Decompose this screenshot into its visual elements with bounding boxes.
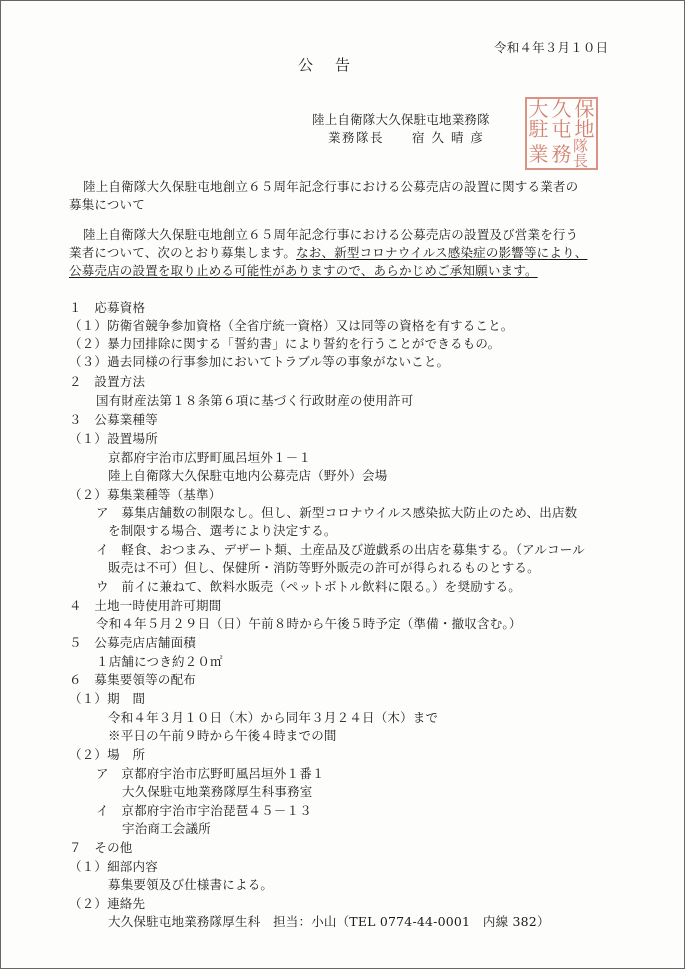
section-item: イ 京都府宇治市宇治琵琶４５－１３ (96, 803, 312, 818)
section-item: （２）場 所 (69, 747, 146, 762)
contact-line: 大久保駐屯地業務隊厚生科 担当：小山（TEL 0774-44-0001 内線 382） (108, 914, 550, 929)
section-item: （１）細部内容 (69, 859, 158, 874)
section-item: ※平日の午前９時から午後４時までの間 (108, 728, 337, 743)
section-item: 令和４年５月２９日（日）午前８時から午後５時予定（準備・撤収含む。） (96, 616, 522, 631)
section-item: （２）暴力団排除に関する「誓約書」により誓約を行うことができるもの。 (69, 336, 501, 351)
section-item: 京都府宇治市広野町風呂垣外１－１ (108, 450, 312, 465)
notice-title: 公告 (298, 56, 373, 74)
subject-line-2: 募集について (69, 197, 145, 212)
section-heading: ２ 設置方法 (69, 374, 146, 389)
section-item: 宇治商工会議所 (122, 821, 211, 836)
section-item: ウ 前イに兼ねて、飲料水販売（ペットボトル飲料に限る。）を奨励する。 (96, 579, 521, 594)
section-item: （２）募集業種等（基準） (69, 487, 222, 502)
seal-char: 地 (574, 117, 595, 141)
section-heading: ６ 募集要領等の配布 (69, 672, 197, 687)
issuer-organization: 陸上自衛隊大久保駐屯地業務隊 (312, 112, 490, 127)
section-item: （１）防衛省競争参加資格（全省庁統一資格）又は同等の資格を有すること。 (69, 318, 514, 333)
section-heading: ４ 土地一時使用許可期間 (69, 598, 222, 613)
section-item: １店舗につき約２０㎡ (96, 654, 223, 669)
seal-char: 業 (528, 142, 549, 166)
section-item: （２）連絡先 (69, 896, 146, 911)
section-heading: ３ 公募業種等 (69, 412, 158, 427)
section-item: を制限する場合、選考により決定する。 (108, 523, 337, 538)
section-item: 陸上自衛隊大久保駐屯地内公募売店（野外）会場 (108, 468, 388, 483)
seal-char: 保 (574, 97, 595, 121)
section-heading: １ 応募資格 (69, 300, 146, 315)
section-item: イ 軽食、おつまみ、デザート類、土産品及び遊戯系の出店を募集する。（アルコール (96, 542, 585, 557)
intro-line-2b-underlined: なお、新型コロナウイルス感染症の影響等により、 (296, 245, 588, 260)
official-seal (525, 97, 598, 170)
section-item: 国有財産法第１８条第６項に基づく行政財産の使用許可 (96, 393, 414, 408)
seal-char: 務 (551, 142, 572, 166)
seal-char: 大 (528, 97, 549, 121)
section-heading: ７ その他 (69, 840, 133, 855)
notice-date: 令和４年３月１０日 (494, 40, 609, 55)
issuer-person: 業務隊長 宿 久 晴 彦 (328, 130, 485, 145)
section-item: （３）過去同様の行事参加においてトラブル等の事象がないこと。 (69, 354, 450, 369)
seal-char: 屯 (551, 117, 572, 141)
section-item: ア 募集店舗数の制限なし。但し、新型コロナウイルス感染拡大防止のため、出店数 (96, 505, 578, 520)
section-item: 大久保駐屯地業務隊厚生科事務室 (122, 784, 313, 799)
section-item: 販売は不可）但し、保健所・消防等野外販売の許可が得られるものとする。 (108, 560, 540, 575)
section-item: 令和４年３月１０日（木）から同年３月２４日（木）まで (108, 710, 439, 725)
seal-char: 隊長 (573, 137, 589, 170)
seal-char: 駐 (528, 117, 549, 141)
section-item: （１）設置場所 (69, 431, 158, 446)
section-item: 募集要領及び仕様書による。 (108, 877, 274, 892)
intro-line-2 (69, 245, 587, 260)
section-item: （１）期 間 (69, 691, 146, 706)
intro-line-1: 陸上自衛隊大久保駐屯地創立６５周年記念行事における公募売店の設置及び営業を行う (83, 227, 579, 242)
section-heading: ５ 公募売店店舗面積 (69, 635, 197, 650)
section-item: ア 京都府宇治市広野町風呂垣外１番１ (96, 766, 325, 781)
subject-line-1: 陸上自衛隊大久保駐屯地創立６５周年記念行事における公募売店の設置に関する業者の (83, 179, 579, 194)
seal-char: 久 (551, 97, 572, 121)
intro-line-2a: 業者について、次のとおり募集します。 (69, 245, 297, 260)
intro-line-3-underlined: 公募売店の設置を取り止める可能性がありますので、あらかじめご承知願います。 (69, 263, 538, 278)
